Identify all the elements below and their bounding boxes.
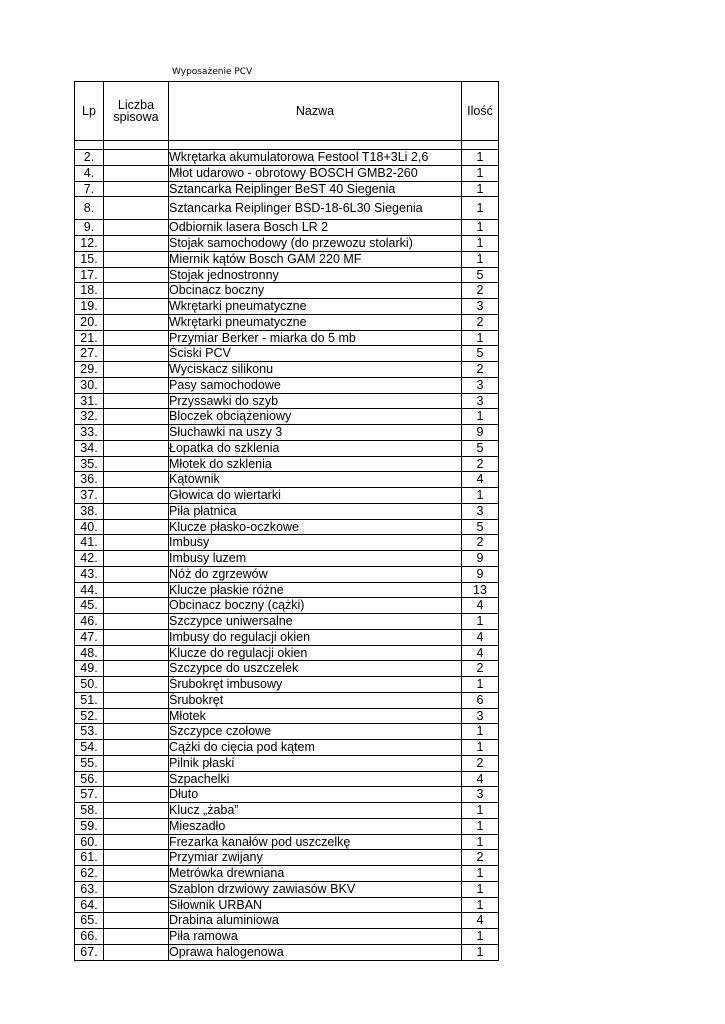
table-row [75,850,499,866]
quantity-cell: 1 [462,330,499,346]
item-name-cell: Stojak jednostronny [169,267,462,283]
column-header-ilosc: Ilość [462,82,499,141]
item-name-cell: Sztancarka Reiplinger BeST 40 Siegenia [169,181,462,197]
item-name-cell: Obcinacz boczny [169,283,462,299]
quantity-cell: 2 [462,362,499,378]
quantity-cell: 9 [462,551,499,567]
row-number-cell: 18. [75,283,104,299]
inventory-number-cell [104,346,169,362]
item-name-cell: Szczypce do uszczelek [169,661,462,677]
row-number-cell: 66. [75,929,104,945]
column-header-liczba-spisowa [104,82,169,141]
inventory-number-cell [104,150,169,166]
quantity-cell: 1 [462,724,499,740]
item-name-cell: Stojak samochodowy (do przewozu stolarki) [169,236,462,252]
item-name-cell: Cążki do cięcia pod kątem [169,740,462,756]
inventory-number-cell [104,251,169,267]
item-name-cell: Miernik kątów Bosch GAM 220 MF [169,251,462,267]
inventory-number-cell [104,661,169,677]
row-number-cell: 52. [75,708,104,724]
row-number-cell: 56. [75,771,104,787]
row-number-cell: 44. [75,582,104,598]
inventory-number-cell [104,771,169,787]
quantity-cell: 4 [462,472,499,488]
inventory-number-cell [104,677,169,693]
page-title: Wyposażenie PCV [172,67,253,77]
row-number-cell: 36. [75,472,104,488]
row-number-cell: 65. [75,913,104,929]
table-row [75,582,499,598]
item-name-cell: Klucz „żaba” [169,803,462,819]
table-row [75,377,499,393]
table-row [75,740,499,756]
item-name-cell: Klucze do regulacji okien [169,645,462,661]
quantity-cell: 2 [462,755,499,771]
inventory-number-cell [104,692,169,708]
table-row [75,834,499,850]
item-name-cell: Wkrętarki pneumatyczne [169,314,462,330]
column-header-lp: Lp [75,82,104,141]
quantity-cell: 1 [462,197,499,220]
row-number-cell: 20. [75,314,104,330]
inventory-number-cell [104,220,169,236]
row-number-cell: 8. [75,197,104,220]
inventory-number-cell [104,834,169,850]
item-name-cell: Śrubokręt [169,692,462,708]
inventory-number-cell [104,165,169,181]
table-row [75,267,499,283]
quantity-cell: 1 [462,881,499,897]
table-row [75,551,499,567]
quantity-cell: 2 [462,535,499,551]
quantity-cell: 9 [462,425,499,441]
table-row [75,220,499,236]
item-name-cell: Szczypce czołowe [169,724,462,740]
quantity-cell: 1 [462,614,499,630]
inventory-number-cell [104,197,169,220]
inventory-number-cell [104,944,169,960]
inventory-number-cell [104,409,169,425]
inventory-number-cell [104,645,169,661]
item-name-cell: Sztancarka Reiplinger BSD-18-6L30 Siegenia [169,197,462,220]
row-number-cell: 41. [75,535,104,551]
quantity-cell: 1 [462,236,499,252]
table-row [75,236,499,252]
table-row [75,283,499,299]
inventory-number-cell [104,181,169,197]
inventory-number-cell [104,377,169,393]
quantity-cell: 2 [462,661,499,677]
row-number-cell: 2. [75,150,104,166]
inventory-number-cell [104,724,169,740]
quantity-cell: 1 [462,929,499,945]
quantity-cell: 2 [462,850,499,866]
header-gap-cell [104,141,169,150]
table-row [75,692,499,708]
row-number-cell: 48. [75,645,104,661]
table-row [75,944,499,960]
table-body [75,150,499,961]
item-name-cell: Frezarka kanałów pod uszczelkę [169,834,462,850]
table-row [75,661,499,677]
inventory-number-cell [104,440,169,456]
item-name-cell: Metrówka drewniana [169,866,462,882]
item-name-cell: Imbusy [169,535,462,551]
row-number-cell: 33. [75,425,104,441]
inventory-number-cell [104,566,169,582]
quantity-cell: 1 [462,220,499,236]
inventory-number-cell [104,362,169,378]
item-name-cell: Piła płatnica [169,503,462,519]
table-row [75,881,499,897]
row-number-cell: 34. [75,440,104,456]
item-name-cell: Młot udarowo - obrotowy BOSCH GMB2-260 [169,165,462,181]
quantity-cell: 1 [462,740,499,756]
inventory-number-cell [104,393,169,409]
inventory-number-cell [104,598,169,614]
quantity-cell: 9 [462,566,499,582]
table-row [75,346,499,362]
row-number-cell: 51. [75,692,104,708]
table-row [75,150,499,166]
quantity-cell: 4 [462,598,499,614]
inventory-number-cell [104,551,169,567]
column-header-nazwa: Nazwa [169,82,462,141]
inventory-number-cell [104,881,169,897]
header-gap-row [75,141,499,150]
row-number-cell: 62. [75,866,104,882]
row-number-cell: 4. [75,165,104,181]
item-name-cell: Obcinacz boczny (cążki) [169,598,462,614]
item-name-cell: Wkrętarka akumulatorowa Festool T18+3Li 2,6 [169,150,462,166]
quantity-cell: 5 [462,346,499,362]
item-name-cell: Dłuto [169,787,462,803]
row-number-cell: 49. [75,661,104,677]
quantity-cell: 2 [462,314,499,330]
inventory-number-cell [104,519,169,535]
table-row [75,425,499,441]
row-number-cell: 63. [75,881,104,897]
row-number-cell: 58. [75,803,104,819]
quantity-cell: 1 [462,251,499,267]
item-name-cell: Szablon drzwiowy zawiasów BKV [169,881,462,897]
row-number-cell: 55. [75,755,104,771]
inventory-number-cell [104,850,169,866]
item-name-cell: Imbusy luzem [169,551,462,567]
item-name-cell: Nóż do zgrzewów [169,566,462,582]
item-name-cell: Wkrętarki pneumatyczne [169,299,462,315]
inventory-number-cell [104,913,169,929]
row-number-cell: 37. [75,488,104,504]
item-name-cell: Imbusy do regulacji okien [169,629,462,645]
item-name-cell: Przyssawki do szyb [169,393,462,409]
row-number-cell: 61. [75,850,104,866]
item-name-cell: Głowica do wiertarki [169,488,462,504]
table-row [75,299,499,315]
quantity-cell: 1 [462,944,499,960]
row-number-cell: 54. [75,740,104,756]
inventory-number-cell [104,614,169,630]
inventory-number-cell [104,299,169,315]
item-name-cell: Pilnik płaski [169,755,462,771]
row-number-cell: 42. [75,551,104,567]
row-number-cell: 15. [75,251,104,267]
row-number-cell: 43. [75,566,104,582]
table-row [75,929,499,945]
table-row [75,566,499,582]
table-row [75,409,499,425]
row-number-cell: 19. [75,299,104,315]
item-name-cell: Odbiornik lasera Bosch LR 2 [169,220,462,236]
table-row [75,197,499,220]
quantity-cell: 1 [462,677,499,693]
inventory-number-cell [104,755,169,771]
item-name-cell: Ściski PCV [169,346,462,362]
table-row [75,165,499,181]
table-row [75,251,499,267]
quantity-cell: 3 [462,299,499,315]
item-name-cell: Bloczek obciążeniowy [169,409,462,425]
quantity-cell: 2 [462,283,499,299]
item-name-cell: Wyciskacz silikonu [169,362,462,378]
table-row [75,818,499,834]
quantity-cell: 4 [462,771,499,787]
quantity-cell: 3 [462,503,499,519]
quantity-cell: 2 [462,456,499,472]
quantity-cell: 1 [462,803,499,819]
header-gap-cell [462,141,499,150]
inventory-number-cell [104,866,169,882]
inventory-number-cell [104,283,169,299]
item-name-cell: Drabina aluminiowa [169,913,462,929]
table-row [75,787,499,803]
quantity-cell: 1 [462,165,499,181]
row-number-cell: 17. [75,267,104,283]
item-name-cell: Młotek [169,708,462,724]
item-name-cell: Szczypce uniwersalne [169,614,462,630]
quantity-cell: 1 [462,818,499,834]
table-row [75,724,499,740]
table-row [75,488,499,504]
table-row [75,440,499,456]
table-row [75,181,499,197]
item-name-cell: Przymiar zwijany [169,850,462,866]
row-number-cell: 64. [75,897,104,913]
table-row [75,614,499,630]
row-number-cell: 7. [75,181,104,197]
item-name-cell: Słuchawki na uszy 3 [169,425,462,441]
quantity-cell: 1 [462,897,499,913]
quantity-cell: 1 [462,409,499,425]
inventory-number-cell [104,472,169,488]
quantity-cell: 3 [462,787,499,803]
quantity-cell: 5 [462,519,499,535]
quantity-cell: 4 [462,645,499,661]
item-name-cell: Klucze płasko-oczkowe [169,519,462,535]
item-name-cell: Młotek do szklenia [169,456,462,472]
inventory-number-cell [104,456,169,472]
quantity-cell: 6 [462,692,499,708]
item-name-cell: Szpachelki [169,771,462,787]
inventory-number-cell [104,818,169,834]
quantity-cell: 3 [462,377,499,393]
quantity-cell: 1 [462,866,499,882]
quantity-cell: 1 [462,181,499,197]
quantity-cell: 5 [462,267,499,283]
inventory-number-cell [104,787,169,803]
table-row [75,913,499,929]
quantity-cell: 5 [462,440,499,456]
row-number-cell: 59. [75,818,104,834]
item-name-cell: Łopatka do szklenia [169,440,462,456]
inventory-number-cell [104,330,169,346]
inventory-number-cell [104,488,169,504]
table-row [75,708,499,724]
header-gap-cell [75,141,104,150]
item-name-cell: Klucze płaskie różne [169,582,462,598]
table-row [75,897,499,913]
table-row [75,472,499,488]
row-number-cell: 40. [75,519,104,535]
item-name-cell: Piła ramowa [169,929,462,945]
table-row [75,330,499,346]
table-row [75,519,499,535]
row-number-cell: 29. [75,362,104,378]
row-number-cell: 32. [75,409,104,425]
quantity-cell: 3 [462,708,499,724]
row-number-cell: 27. [75,346,104,362]
inventory-number-cell [104,267,169,283]
row-number-cell: 45. [75,598,104,614]
table-row [75,645,499,661]
table-row [75,866,499,882]
table-row [75,629,499,645]
column-header-liczba-spisowa-label: Liczba spisowa [113,97,159,124]
item-name-cell: Kątownik [169,472,462,488]
item-name-cell: Śrubokręt imbusowy [169,677,462,693]
item-name-cell: Przymiar Berker - miarka do 5 mb [169,330,462,346]
inventory-number-cell [104,740,169,756]
inventory-number-cell [104,425,169,441]
row-number-cell: 35. [75,456,104,472]
table-row [75,456,499,472]
inventory-number-cell [104,897,169,913]
table-row [75,314,499,330]
row-number-cell: 21. [75,330,104,346]
quantity-cell: 4 [462,913,499,929]
table-row [75,535,499,551]
inventory-number-cell [104,535,169,551]
table-row [75,598,499,614]
table-row [75,677,499,693]
inventory-number-cell [104,503,169,519]
item-name-cell: Siłownik URBAN [169,897,462,913]
row-number-cell: 60. [75,834,104,850]
row-number-cell: 50. [75,677,104,693]
header-gap-cell [169,141,462,150]
row-number-cell: 46. [75,614,104,630]
row-number-cell: 53. [75,724,104,740]
row-number-cell: 30. [75,377,104,393]
header-row [75,82,499,141]
row-number-cell: 31. [75,393,104,409]
table-row [75,803,499,819]
quantity-cell: 1 [462,150,499,166]
table-row [75,362,499,378]
item-name-cell: Pasy samochodowe [169,377,462,393]
inventory-number-cell [104,236,169,252]
quantity-cell: 1 [462,488,499,504]
inventory-number-cell [104,314,169,330]
item-name-cell: Oprawa halogenowa [169,944,462,960]
table-row [75,503,499,519]
row-number-cell: 9. [75,220,104,236]
inventory-table [74,81,499,961]
inventory-number-cell [104,582,169,598]
inventory-number-cell [104,929,169,945]
quantity-cell: 13 [462,582,499,598]
quantity-cell: 3 [462,393,499,409]
quantity-cell: 1 [462,834,499,850]
inventory-number-cell [104,803,169,819]
row-number-cell: 67. [75,944,104,960]
row-number-cell: 47. [75,629,104,645]
row-number-cell: 57. [75,787,104,803]
quantity-cell: 4 [462,629,499,645]
table-row [75,771,499,787]
table-row [75,755,499,771]
row-number-cell: 38. [75,503,104,519]
table-row [75,393,499,409]
inventory-number-cell [104,629,169,645]
inventory-number-cell [104,708,169,724]
row-number-cell: 12. [75,236,104,252]
item-name-cell: Mieszadło [169,818,462,834]
